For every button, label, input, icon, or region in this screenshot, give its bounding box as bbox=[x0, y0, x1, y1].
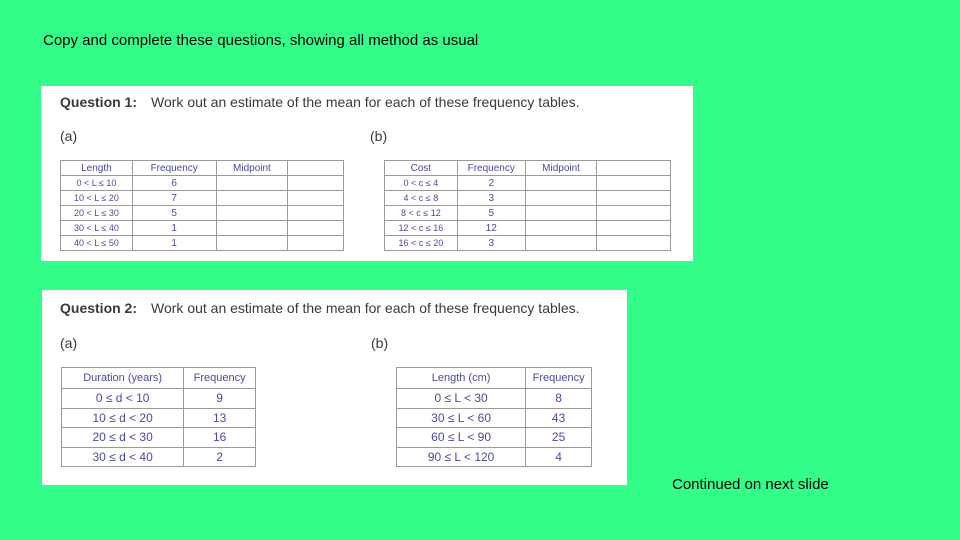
table-row bbox=[61, 236, 344, 251]
class-interval: 20 ≤ d < 30 bbox=[62, 428, 184, 448]
frequency-value: 12 bbox=[457, 221, 525, 236]
frequency-value: 25 bbox=[526, 428, 592, 448]
question-1-part-a-label: (a) bbox=[60, 128, 78, 144]
blank-cell bbox=[288, 191, 344, 206]
table-header: Cost bbox=[385, 161, 458, 176]
blank-cell bbox=[597, 191, 671, 206]
midpoint-cell bbox=[216, 191, 288, 206]
frequency-value: 13 bbox=[184, 408, 256, 428]
question-2-table-b bbox=[396, 367, 592, 467]
frequency-value: 5 bbox=[132, 206, 216, 221]
blank-cell bbox=[288, 236, 344, 251]
class-interval: 16 < c ≤ 20 bbox=[385, 236, 458, 251]
table-row bbox=[62, 447, 256, 467]
table-row bbox=[385, 221, 671, 236]
table-row bbox=[61, 176, 344, 191]
table-row bbox=[61, 221, 344, 236]
instruction-text: Copy and complete these questions, showing all method as usual bbox=[43, 32, 479, 49]
question-2-heading bbox=[60, 300, 580, 316]
class-interval: 90 ≤ L < 120 bbox=[397, 447, 526, 467]
frequency-value: 5 bbox=[457, 206, 525, 221]
class-interval: 30 < L ≤ 40 bbox=[61, 221, 133, 236]
question-1-table-a bbox=[60, 160, 344, 251]
blank-cell bbox=[288, 221, 344, 236]
frequency-value: 4 bbox=[526, 447, 592, 467]
midpoint-cell bbox=[216, 236, 288, 251]
table-header: Frequency bbox=[184, 368, 256, 389]
midpoint-cell bbox=[525, 176, 597, 191]
blank-cell bbox=[597, 176, 671, 191]
blank-cell bbox=[288, 176, 344, 191]
table-row bbox=[61, 191, 344, 206]
question-1-panel bbox=[41, 86, 693, 261]
table-row bbox=[397, 447, 592, 467]
question-2-part-a-label: (a) bbox=[60, 335, 78, 351]
class-interval: 30 ≤ d < 40 bbox=[62, 447, 184, 467]
table-row bbox=[397, 428, 592, 448]
frequency-value: 1 bbox=[132, 221, 216, 236]
table-header: Frequency bbox=[132, 161, 216, 176]
table-header: Frequency bbox=[526, 368, 592, 389]
class-interval: 60 ≤ L < 90 bbox=[397, 428, 526, 448]
table-row bbox=[62, 428, 256, 448]
continued-note: Continued on next slide bbox=[672, 476, 829, 493]
table-row bbox=[385, 176, 671, 191]
table-row bbox=[385, 206, 671, 221]
frequency-value: 8 bbox=[526, 389, 592, 409]
table-row bbox=[397, 389, 592, 409]
table-header bbox=[597, 161, 671, 176]
frequency-value: 43 bbox=[526, 408, 592, 428]
class-interval: 4 < c ≤ 8 bbox=[385, 191, 458, 206]
question-1-table-b bbox=[384, 160, 671, 251]
blank-cell bbox=[597, 206, 671, 221]
frequency-value: 3 bbox=[457, 191, 525, 206]
question-1-number: Question 1: bbox=[60, 94, 138, 110]
class-interval: 10 ≤ d < 20 bbox=[62, 408, 184, 428]
midpoint-cell bbox=[216, 176, 288, 191]
class-interval: 40 < L ≤ 50 bbox=[61, 236, 133, 251]
question-2-panel bbox=[42, 290, 627, 485]
class-interval: 0 ≤ d < 10 bbox=[62, 389, 184, 409]
question-2-table-a bbox=[61, 367, 256, 467]
class-interval: 8 < c ≤ 12 bbox=[385, 206, 458, 221]
frequency-value: 6 bbox=[132, 176, 216, 191]
frequency-value: 2 bbox=[457, 176, 525, 191]
class-interval: 0 < c ≤ 4 bbox=[385, 176, 458, 191]
table-row bbox=[62, 389, 256, 409]
table-row bbox=[62, 408, 256, 428]
class-interval: 20 < L ≤ 30 bbox=[61, 206, 133, 221]
frequency-value: 9 bbox=[184, 389, 256, 409]
class-interval: 12 < c ≤ 16 bbox=[385, 221, 458, 236]
question-2-part-b-label: (b) bbox=[371, 335, 389, 351]
question-2-number: Question 2: bbox=[60, 300, 138, 316]
frequency-value: 16 bbox=[184, 428, 256, 448]
table-header: Length bbox=[61, 161, 133, 176]
midpoint-cell bbox=[216, 221, 288, 236]
table-row bbox=[397, 408, 592, 428]
class-interval: 0 ≤ L < 30 bbox=[397, 389, 526, 409]
blank-cell bbox=[597, 236, 671, 251]
frequency-value: 2 bbox=[184, 447, 256, 467]
table-header: Length (cm) bbox=[397, 368, 526, 389]
frequency-value: 1 bbox=[132, 236, 216, 251]
table-row bbox=[61, 206, 344, 221]
table-row bbox=[385, 236, 671, 251]
class-interval: 30 ≤ L < 60 bbox=[397, 408, 526, 428]
frequency-value: 7 bbox=[132, 191, 216, 206]
question-1-heading bbox=[60, 94, 580, 110]
midpoint-cell bbox=[525, 206, 597, 221]
midpoint-cell bbox=[216, 206, 288, 221]
question-1-part-b-label: (b) bbox=[370, 128, 388, 144]
question-1-text: Work out an estimate of the mean for each of these frequency tables. bbox=[151, 94, 580, 110]
table-header: Midpoint bbox=[216, 161, 288, 176]
midpoint-cell bbox=[525, 236, 597, 251]
blank-cell bbox=[288, 206, 344, 221]
midpoint-cell bbox=[525, 221, 597, 236]
table-row bbox=[385, 191, 671, 206]
table-header: Midpoint bbox=[525, 161, 597, 176]
class-interval: 10 < L ≤ 20 bbox=[61, 191, 133, 206]
table-header: Frequency bbox=[457, 161, 525, 176]
frequency-value: 3 bbox=[457, 236, 525, 251]
blank-cell bbox=[597, 221, 671, 236]
question-2-text: Work out an estimate of the mean for each of these frequency tables. bbox=[151, 300, 580, 316]
class-interval: 0 < L ≤ 10 bbox=[61, 176, 133, 191]
table-header: Duration (years) bbox=[62, 368, 184, 389]
midpoint-cell bbox=[525, 191, 597, 206]
table-header bbox=[288, 161, 344, 176]
